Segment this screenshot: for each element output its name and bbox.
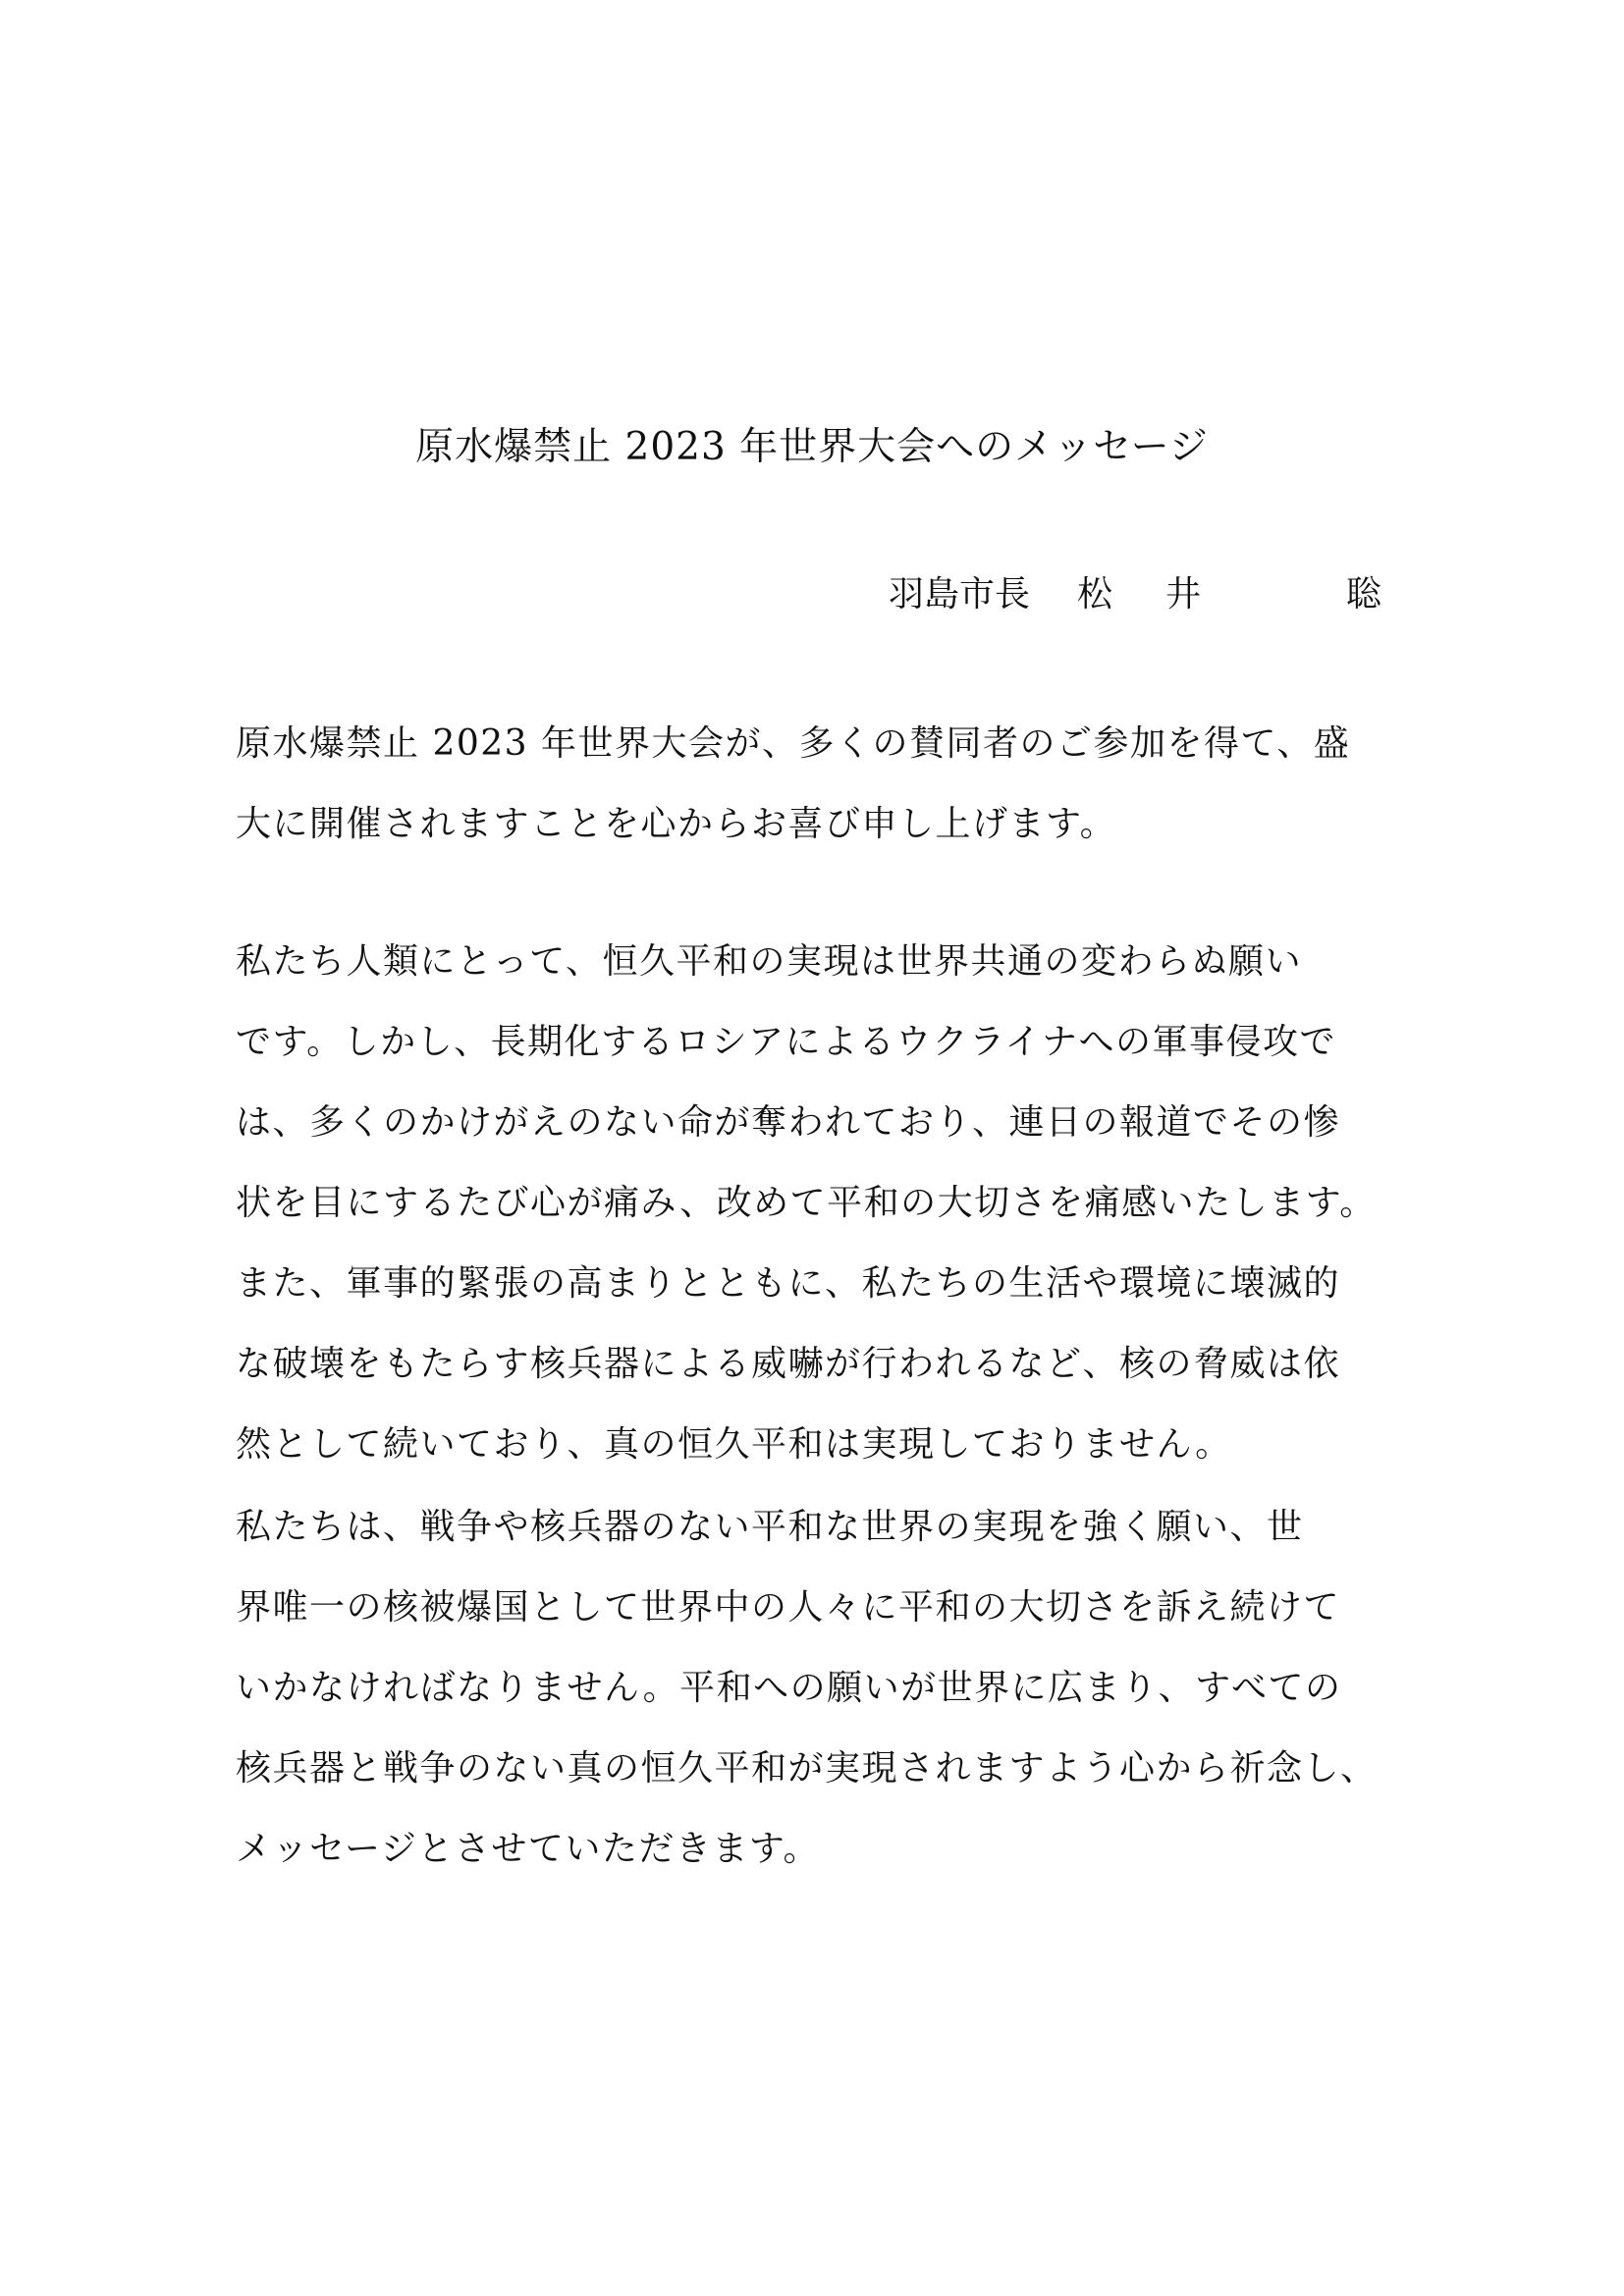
paragraph-line: また、軍事的緊張の高まりとともに、私たちの生活や環境に壊滅的 [236,1263,1341,1304]
paragraph-1 [236,704,1394,865]
document-title: 原水爆禁止 2023 年世界大会へのメッセージ [415,425,1209,469]
signature-family-name: 松 [1077,574,1113,614]
paragraph-line: 核兵器と戦争のない真の恒久平和が実現されますよう心から祈念し、 [236,1748,1378,1789]
signature-name-part-2: 聡 [1346,574,1382,614]
signature-mayor-title: 羽島市長 [889,574,1031,614]
signature-name-part-1: 井 [1165,574,1202,614]
paragraph-line: は、多くのかけがえのない命が奪われており、連日の報道でその惨 [236,1102,1341,1143]
paragraph-line: な破壊をもたらす核兵器による威嚇が行われるなど、核の脅威は依 [236,1344,1341,1384]
paragraph-line: 私たち人類にとって、恒久平和の実現は世界共通の変わらぬ願い [236,941,1303,982]
paragraph-line: 状を目にするたび心が痛み、改めて平和の大切さを痛感いたします。 [236,1183,1377,1223]
paragraph-line: 界唯一の核被爆国として世界中の人々に平和の大切さを訴え続けて [236,1587,1341,1628]
paragraph-line: 私たちは、戦争や核兵器のない平和な世界の実現を強く願い、世 [236,1507,1304,1547]
paragraph-line: メッセージとさせていただきます。 [236,1829,820,1869]
paragraph-line: 大に開催されますことを心からお喜び申し上げます。 [236,804,1117,844]
paragraph-3 [236,1487,1394,1890]
paragraph-line: 然として続いており、真の恒久平和は実現しておりません。 [236,1424,1232,1465]
paragraph-line: です。しかし、長期化するロシアによるウクライナへの軍事侵攻で [236,1022,1337,1062]
paragraph-line: いかなければなりません。平和への願いが世界に広まり、すべての [236,1668,1342,1708]
paragraph-2 [236,922,1394,1485]
signature [889,569,1395,620]
paragraph-line: 原水爆禁止 2023 年世界大会が、多くの賛同者のご参加を得て、盛 [236,723,1351,764]
